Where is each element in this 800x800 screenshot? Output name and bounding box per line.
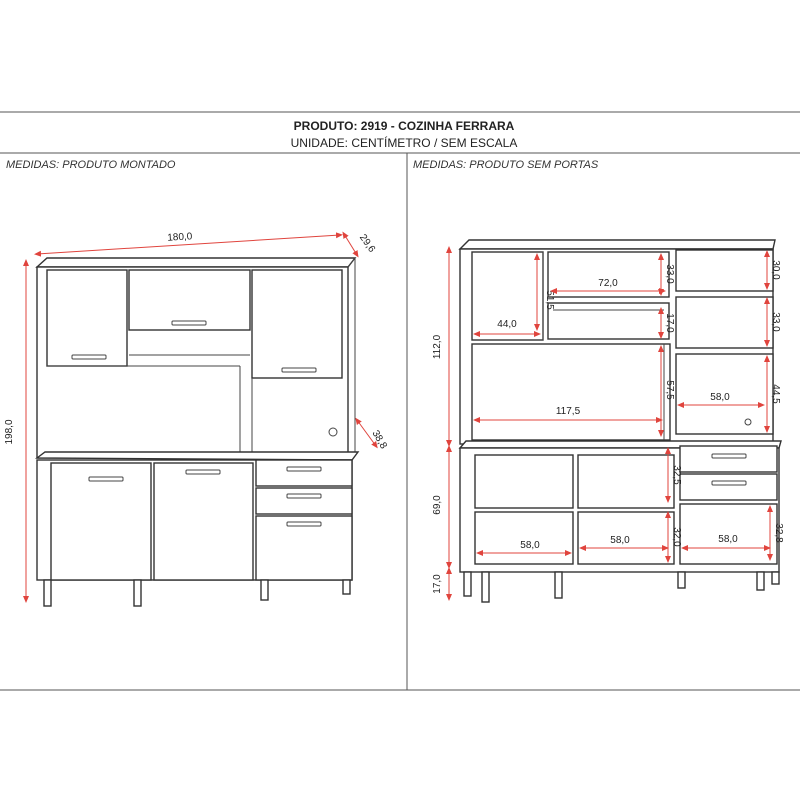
open-bay xyxy=(472,344,670,440)
drawer-top xyxy=(256,460,352,486)
dim-right-low-w-label: 58,0 xyxy=(710,392,730,403)
drawer-top-r xyxy=(680,446,777,472)
dim-base-right-h-label: 32,8 xyxy=(773,523,784,543)
dim-mid-small-h-label: 17,0 xyxy=(664,313,675,333)
dim-drawer-h-label: 32,5 xyxy=(671,465,682,485)
lower-niche-1b xyxy=(475,512,573,564)
lower-niche-1 xyxy=(475,455,573,508)
niche-mid-top xyxy=(548,252,669,297)
dim-height-label: 198,0 xyxy=(4,419,15,445)
dim-mid-top-h-label: 33,0 xyxy=(664,264,675,284)
counter-top-face xyxy=(37,452,358,460)
dim-leg-height-label: 17,0 xyxy=(432,574,443,594)
dim-line-depth-top xyxy=(344,234,357,255)
leg-2 xyxy=(134,580,141,606)
dim-right-top-h-label: 30,0 xyxy=(770,260,781,280)
niche-mid-small xyxy=(548,303,669,339)
assembled-cabinet-drawing xyxy=(37,258,358,606)
niche-right-mid xyxy=(676,297,773,348)
dim-open-w-label: 117,5 xyxy=(555,406,581,417)
dim-left-niche-h-label: 51,5 xyxy=(544,290,555,310)
right-panel-caption: MEDIDAS: PRODUTO SEM PORTAS xyxy=(413,159,599,171)
dim-mid-niche-w-label: 72,0 xyxy=(598,278,618,289)
leg-4 xyxy=(343,580,350,594)
drawer-mid-r xyxy=(680,474,777,500)
dim-left-niche-w-label: 44,0 xyxy=(497,319,517,330)
leg-r-2 xyxy=(482,572,489,602)
leg-r-6 xyxy=(772,572,779,584)
dim-depth-top-label: 29,6 xyxy=(356,232,378,255)
dim-base-mid-h-label: 32,0 xyxy=(671,527,682,547)
niche-right-top xyxy=(676,250,773,291)
leg-r-1 xyxy=(464,572,471,596)
upper-top-face-r xyxy=(460,240,775,249)
dim-base-right-w-label: 58,0 xyxy=(718,534,738,545)
unit-subtitle: UNIDADE: CENTÍMETRO / SEM ESCALA xyxy=(290,136,518,150)
upper-right-door xyxy=(252,270,342,378)
dim-right-low-h-label: 44,5 xyxy=(770,384,781,404)
leg-r-4 xyxy=(678,572,685,588)
upper-left-door xyxy=(47,270,127,366)
lower-niche-2 xyxy=(578,455,674,508)
dim-right-mid-h-label: 33,0 xyxy=(770,312,781,332)
dim-open-h-label: 57,5 xyxy=(664,380,675,400)
lower-middle-door xyxy=(154,463,253,580)
dim-depth-counter-label: 38,8 xyxy=(369,428,389,451)
upper-top-face xyxy=(37,258,355,267)
dim-base-left-w-label: 58,0 xyxy=(520,540,540,551)
leg-1 xyxy=(44,580,51,606)
dim-lower-height-label: 69,0 xyxy=(432,495,443,515)
left-panel-caption: MEDIDAS: PRODUTO MONTADO xyxy=(6,159,176,171)
leg-3 xyxy=(261,580,268,600)
leg-r-3 xyxy=(555,572,562,598)
leg-r-5 xyxy=(757,572,764,590)
dim-base-mid-w-label: 58,0 xyxy=(610,535,630,546)
drawer-middle xyxy=(256,488,352,514)
product-title: PRODUTO: 2919 - COZINHA FERRARA xyxy=(293,119,515,133)
dim-width-label: 180,0 xyxy=(167,231,193,244)
dim-upper-height-label: 112,0 xyxy=(432,334,443,360)
